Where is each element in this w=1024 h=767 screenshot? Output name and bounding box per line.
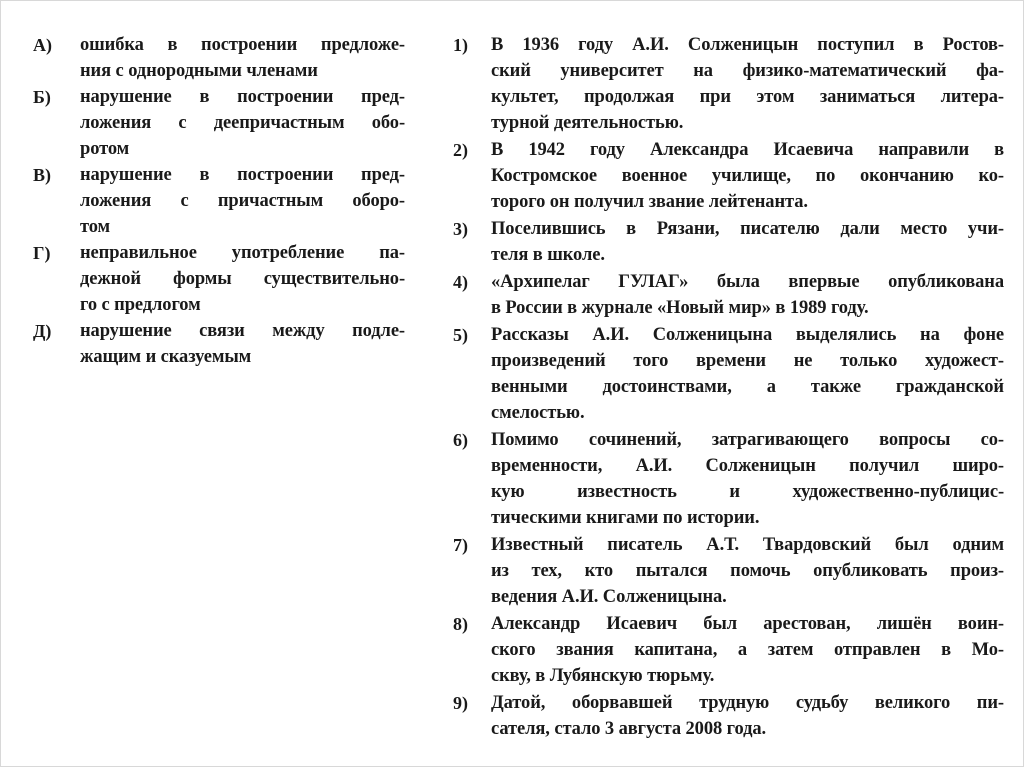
item-text [80,240,405,318]
error-type-item [33,32,405,84]
text-line: дежной формы существительно- [80,269,405,289]
text-line: кую известность и художественно-публицис- [491,482,1004,502]
text-line: ского звания капитана, а затем отправлен в Мо- [491,640,1004,660]
text-line: Александр Исаевич был арестован, лишён воин- [491,614,1004,634]
text-line: из тех, кто пытался помочь опубликовать произ- [491,561,1004,581]
item-marker: Д) [33,321,52,341]
text-line: ложения с причастным оборо- [80,191,405,211]
text-line: смелостью. [491,403,585,423]
sentence-item [453,611,1004,689]
error-type-item [33,318,405,370]
text-line: В 1936 году А.И. Солженицын поступил в Ростов- [491,35,1004,55]
item-marker: Г) [33,243,51,263]
text-line: нарушение связи между подле- [80,321,405,341]
sentence-item [453,427,1004,531]
text-line: том [80,217,111,237]
error-type-item [33,162,405,240]
text-line: тическими книгами по истории. [491,508,760,528]
text-line: «Архипелаг ГУЛАГ» была впервые опубликована [491,272,1004,292]
item-text [491,322,1004,426]
text-line: нарушение в построении пред- [80,165,405,185]
text-line: ошибка в построении предложе- [80,35,405,55]
text-line: го с предлогом [80,295,201,315]
sentence-item [453,216,1004,268]
sentence-item [453,32,1004,136]
item-marker: 2) [453,140,468,160]
sentence-item [453,690,1004,742]
item-text [491,137,1004,215]
item-text [80,32,405,84]
text-line: ротом [80,139,130,159]
item-marker: 6) [453,430,468,450]
sentence-item [453,322,1004,426]
text-line: венными достоинствами, а также гражданской [491,377,1004,397]
item-text [491,216,1004,268]
sentences-list [453,32,1004,743]
item-marker: 4) [453,272,468,292]
text-line: Датой, оборвавшей трудную судьбу великого пи- [491,693,1004,713]
text-line: Поселившись в Рязани, писателю дали место учи- [491,219,1004,239]
item-text [491,427,1004,531]
item-marker: 5) [453,325,468,345]
text-line: турной деятельностью. [491,113,684,133]
text-line: в России в журнале «Новый мир» в 1989 году. [491,298,869,318]
error-type-item [33,240,405,318]
text-line: ведения А.И. Солженицына. [491,587,727,607]
item-text [80,318,405,370]
item-marker: 1) [453,35,468,55]
text-line: Известный писатель А.Т. Твардовский был одним [491,535,1004,555]
item-text [491,611,1004,689]
text-line: ский университет на физико-математический фа- [491,61,1004,81]
text-line: сателя, стало 3 августа 2008 года. [491,719,767,739]
item-marker: В) [33,165,51,185]
item-text [491,32,1004,136]
error-types-list [33,32,405,370]
item-text [491,532,1004,610]
text-line: культет, продолжая при этом заниматься литера- [491,87,1004,107]
text-line: ния с однородными членами [80,61,318,81]
text-line: В 1942 году Александра Исаевича направили в [491,140,1004,160]
item-marker: 9) [453,693,468,713]
text-line: Рассказы А.И. Солженицына выделялись на фоне [491,325,1004,345]
text-line: произведений того времени не только художест- [491,351,1004,371]
item-marker: 3) [453,219,468,239]
item-marker: 7) [453,535,468,555]
sentence-item [453,532,1004,610]
text-line: ложения с деепричастным обо- [80,113,405,133]
text-line: нарушение в построении пред- [80,87,405,107]
text-line: Помимо сочинений, затрагивающего вопросы со- [491,430,1004,450]
item-text [80,84,405,162]
item-marker: 8) [453,614,468,634]
text-line: теля в школе. [491,245,605,265]
item-text [491,690,1004,742]
text-line: Костромское военное училище, по окончанию ко- [491,166,1004,186]
text-line: торого он получил звание лейтенанта. [491,192,808,212]
sentence-item [453,269,1004,321]
text-line: скву, в Лубянскую тюрьму. [491,666,715,686]
item-text [80,162,405,240]
item-marker: Б) [33,87,51,107]
text-line: неправильное употребление па- [80,243,405,263]
item-marker: А) [33,35,52,55]
item-text [491,269,1004,321]
text-line: временности, А.И. Солженицын получил широ- [491,456,1004,476]
sentence-item [453,137,1004,215]
text-line: жащим и сказуемым [80,347,252,367]
error-type-item [33,84,405,162]
